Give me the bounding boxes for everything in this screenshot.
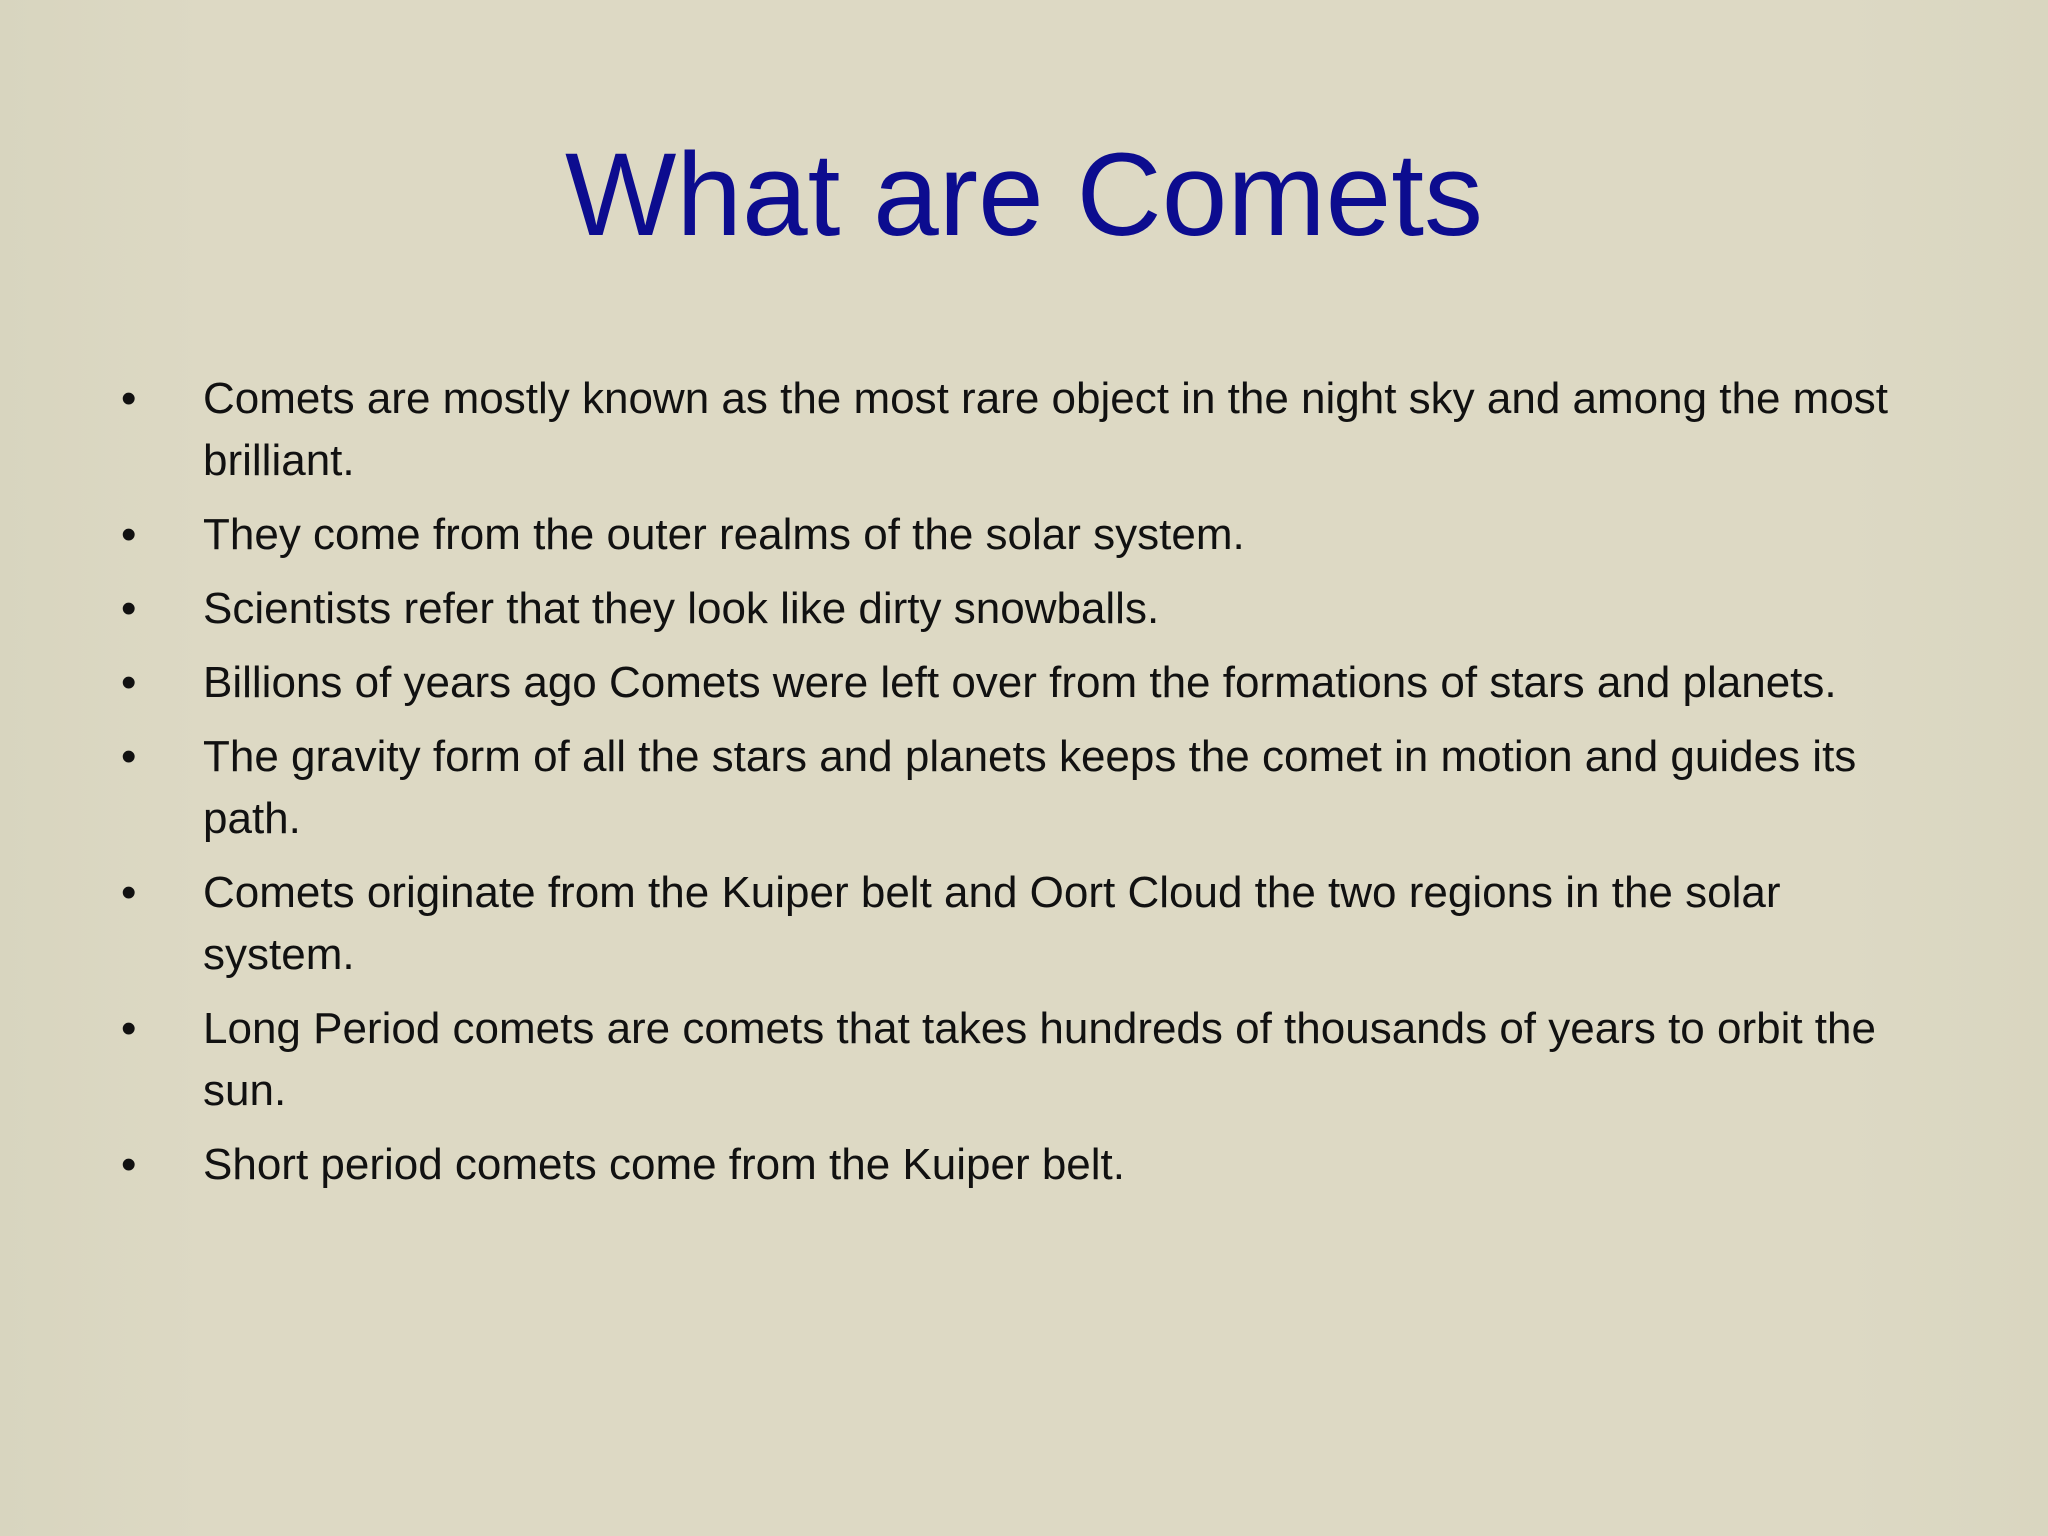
list-item: [118, 726, 1918, 850]
bullet-icon: •: [121, 732, 137, 781]
bullet-list: [118, 368, 1918, 1208]
bullet-icon: •: [121, 658, 137, 707]
list-item: [118, 578, 1918, 640]
bullet-text: Billions of years ago Comets were left over from the formations of stars and planets.: [203, 658, 1837, 707]
list-item: [118, 368, 1918, 492]
list-item: [118, 1134, 1918, 1196]
bullet-text: Comets originate from the Kuiper belt and Oort Cloud the two regions in the solar system.: [203, 868, 1781, 979]
bullet-icon: •: [121, 1004, 137, 1053]
bullet-icon: •: [121, 1140, 137, 1189]
bullet-text: Long Period comets are comets that takes hundreds of thousands of years to orbit the sun.: [203, 1004, 1876, 1115]
bullet-text: The gravity form of all the stars and planets keeps the comet in motion and guides its path.: [203, 732, 1857, 843]
bullet-text: They come from the outer realms of the solar system.: [203, 510, 1245, 559]
bullet-icon: •: [121, 374, 137, 423]
list-item: [118, 862, 1918, 986]
list-item: [118, 998, 1918, 1122]
bullet-icon: •: [121, 868, 137, 917]
bullet-text: Scientists refer that they look like dirty snowballs.: [203, 584, 1160, 633]
list-item: [118, 504, 1918, 566]
slide-title: What are Comets: [564, 129, 1484, 261]
bullet-text: Short period comets come from the Kuiper belt.: [203, 1140, 1125, 1189]
bullet-icon: •: [121, 584, 137, 633]
bullet-icon: •: [121, 510, 137, 559]
bullet-text: Comets are mostly known as the most rare object in the night sky and among the most brilliant.: [203, 374, 1889, 485]
list-item: [118, 652, 1918, 714]
